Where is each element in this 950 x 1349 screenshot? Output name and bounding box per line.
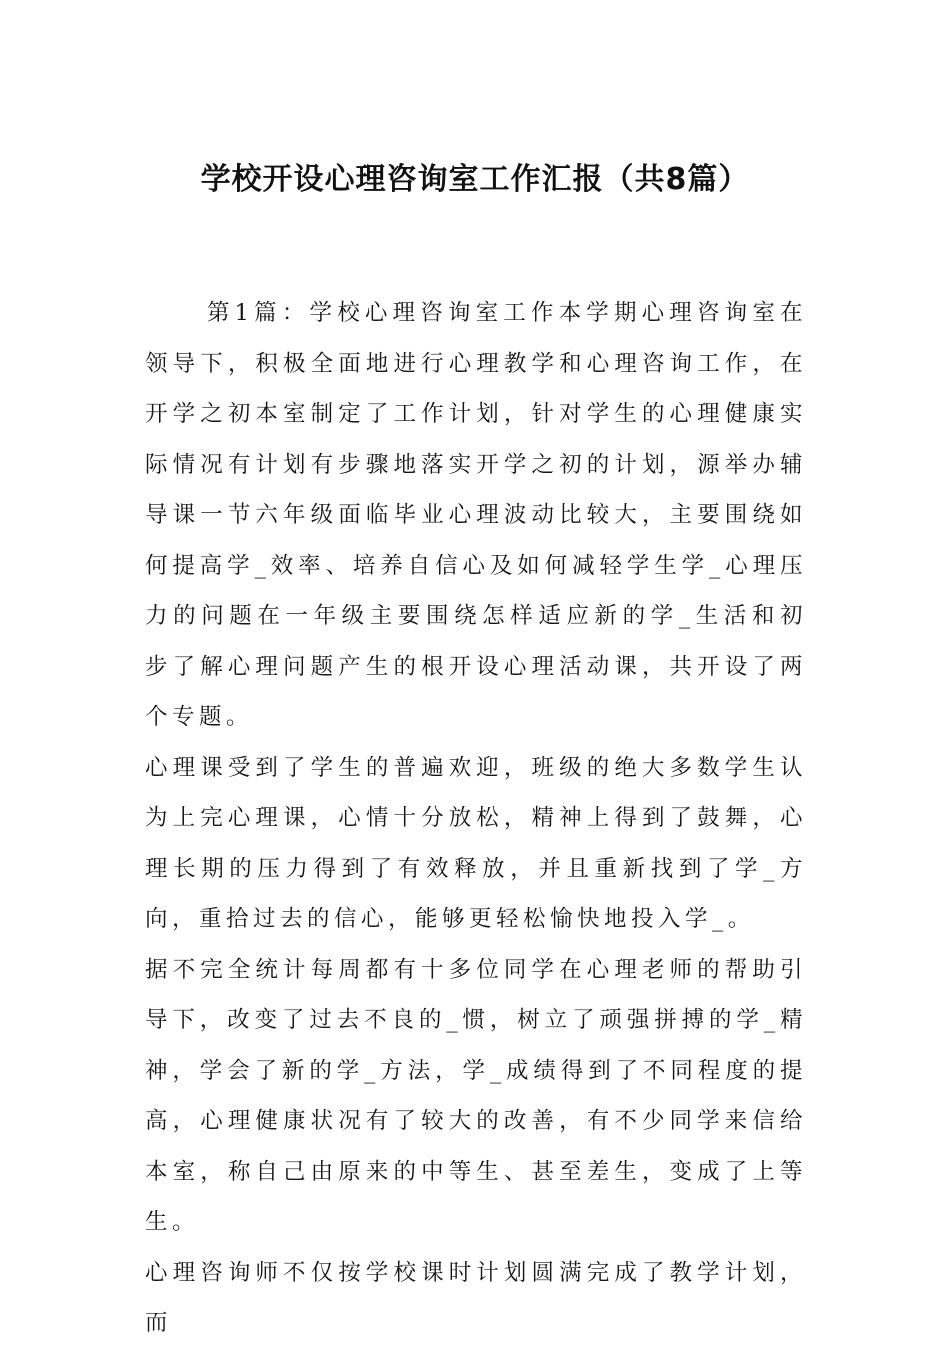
document-body [145,288,807,1349]
paragraph-1: 第1篇：学校心理咨询室工作本学期心理咨询室在领导下，积极全面地进行心理教学和心理咨询工作，在开学之初本室制定了工作计划，针对学生的心理健康实际情况有计划有步骤地落实开学之初的计划，源举办辅导课一节六年级面临毕业心理波动比较大，主要围绕如何提高学_效率、培养自信心及如何减轻学生学_心理压力的问题在一年级主要围绕怎样适应新的学_生活和初步了解心理问题产生的根开设心理活动课，共开设了两个专题。 [145,300,807,730]
paragraph-2: 心理课受到了学生的普遍欢迎，班级的绝大多数学生认为上完心理课，心情十分放松，精神上得到了鼓舞，心理长期的压力得到了有效释放，并且重新找到了学_方向，重拾过去的信心，能够更轻松愉快地投入学_。 [145,754,807,932]
paragraph-3: 据不完全统计每周都有十多位同学在心理老师的帮助引导下，改变了过去不良的_惯，树立了顽强拼搏的学_精神，学会了新的学_方法，学_成绩得到了不同程度的提高，心理健康状况有了较大的改善，有不少同学来信给本室，称自己由原来的中等生、甚至差生，变成了上等生。 [145,956,807,1235]
paragraph-4: 心理咨询师不仅按学校课时计划圆满完成了教学计划，而 [145,1259,807,1336]
document-title: 学校开设心理咨询室工作汇报（共8篇） [200,162,750,197]
